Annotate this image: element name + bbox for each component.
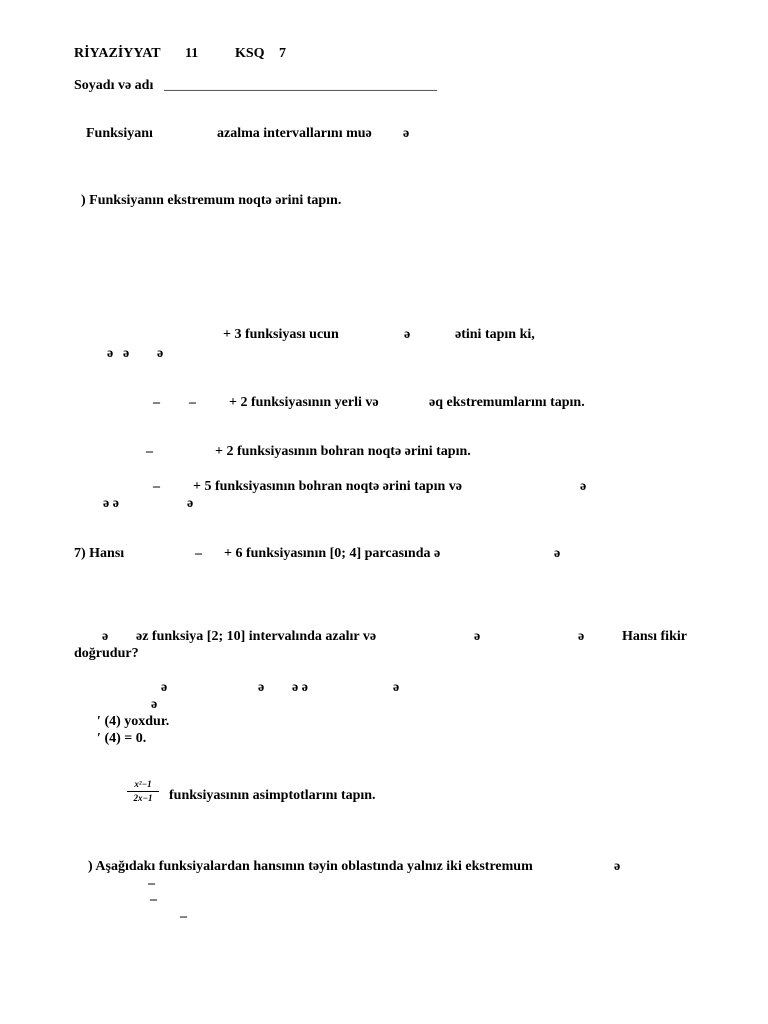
question-10-option-3-minus: – <box>180 909 187 924</box>
question-8-option-1: ′ (4) yoxdur. <box>97 714 170 729</box>
question-3-part-e: ə <box>123 346 130 361</box>
question-8-part-k: ə <box>151 697 158 712</box>
question-3-part-f: ə <box>157 346 164 361</box>
question-8-part-f: doğrudur? <box>74 646 139 661</box>
question-1-part-c: ə <box>403 126 410 141</box>
question-8-part-i: ə ə <box>292 680 308 695</box>
question-1-part-a: Funksiyanı <box>86 126 153 141</box>
question-5-minus: – <box>146 444 153 459</box>
question-6-part-e: ə <box>187 496 194 511</box>
question-10-option-2-minus: – <box>150 892 157 907</box>
question-8-part-j: ə <box>393 680 400 695</box>
question-3-part-c: ətini tapın ki, <box>455 327 535 342</box>
question-3-part-d: ə <box>107 346 114 361</box>
question-7-part-d: ə <box>554 546 561 561</box>
name-blank-line[interactable]: _______________________________________ <box>164 78 437 93</box>
question-10-text: ) Aşağıdakı funksiyalardan hansının təyin oblastında yalnız iki ekstremum <box>88 859 533 874</box>
test-code: KSQ <box>235 46 265 61</box>
question-8-part-c: ə <box>474 629 481 644</box>
question-4-part-c: + 2 funksiyasının yerli və <box>229 395 379 410</box>
question-2: ) Funksiyanın ekstremum noqtə ərini tapın. <box>81 193 342 208</box>
question-9-text: funksiyasının asimptotlarını tapın. <box>169 788 376 803</box>
question-4-minus-2: – <box>189 395 196 410</box>
question-3-part-a: + 3 funksiyası ucun <box>223 327 339 342</box>
question-8-part-h: ə <box>258 680 265 695</box>
question-8-option-2: ′ (4) = 0. <box>97 731 147 746</box>
question-7-text: + 6 funksiyasının [0; 4] parcasında ə <box>224 546 441 561</box>
question-3-part-b: ə <box>404 327 411 342</box>
question-8-part-e: Hansı fikir <box>622 629 687 644</box>
fraction-bar <box>127 791 159 792</box>
question-10-part-b: ə <box>614 859 621 874</box>
grade-number: 11 <box>185 46 199 61</box>
question-6-part-c: ə <box>580 479 587 494</box>
question-1-part-b: azalma intervallarını muə <box>217 126 372 141</box>
question-8-part-d: ə <box>578 629 585 644</box>
question-7-minus: – <box>195 546 202 561</box>
question-8-part-g: ə <box>161 680 168 695</box>
question-9-fraction <box>127 779 159 803</box>
question-7-part-a: 7) Hansı <box>74 546 125 561</box>
question-6-text: + 5 funksiyasının bohran noqtə ərini tapın və <box>193 479 462 494</box>
question-4-part-d: əq ekstremumlarını tapın. <box>429 395 585 410</box>
fraction-numerator: x²−1 <box>134 779 152 789</box>
subject-title: RİYAZİYYAT <box>74 46 161 61</box>
question-4-minus-1: – <box>153 395 160 410</box>
test-number: 7 <box>279 46 286 61</box>
name-label: Soyadı və adı <box>74 78 154 93</box>
question-5-text: + 2 funksiyasının bohran noqtə ərini tapın. <box>215 444 471 459</box>
question-6-minus: – <box>153 479 160 494</box>
question-6-part-d: ə ə <box>103 496 119 511</box>
question-10-option-1-minus: – <box>148 876 155 891</box>
fraction-denominator: 2x−1 <box>133 793 153 803</box>
question-8-part-a: ə <box>102 629 109 644</box>
question-8-text: əz funksiya [2; 10] intervalında azalır və <box>136 629 377 644</box>
